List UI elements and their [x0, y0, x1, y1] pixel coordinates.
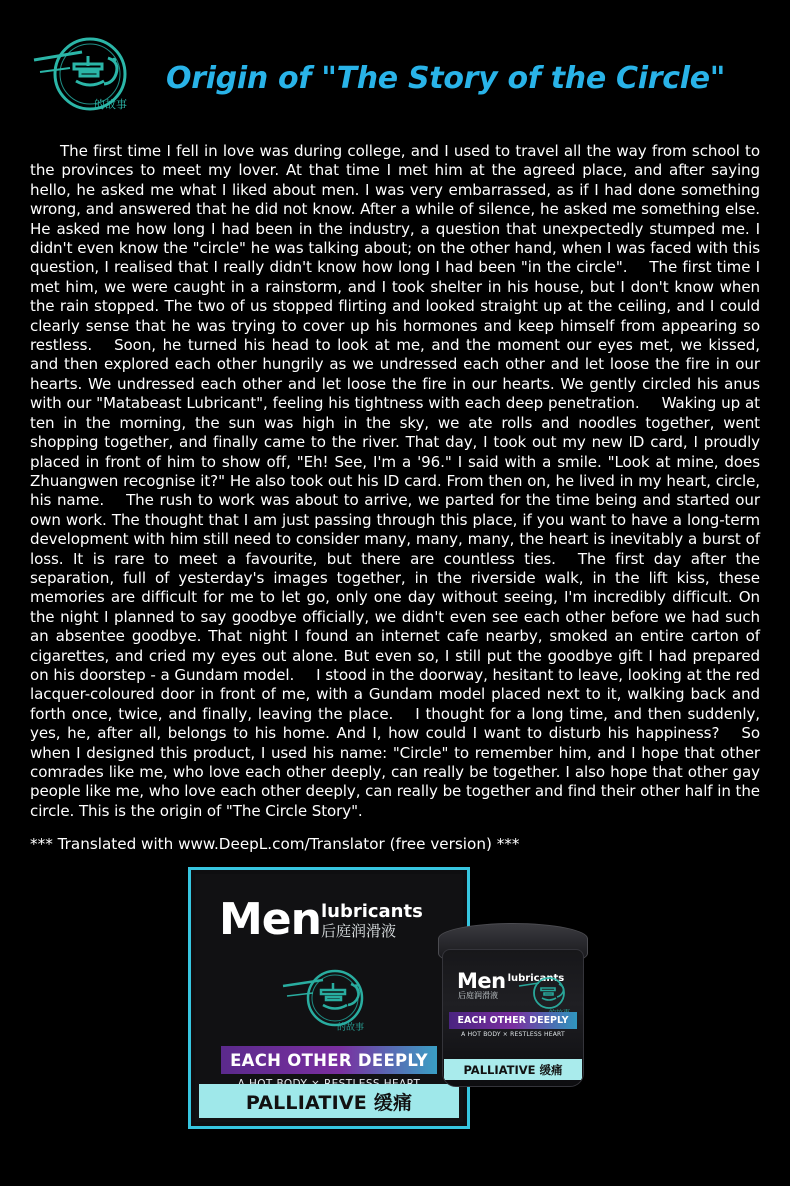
box-banner-text: EACH OTHER DEEPLY [230, 1050, 428, 1070]
product-photo [0, 867, 790, 1129]
paragraph: The rush to work was about to arrive, we parted for the time being and started our own work. The thought that I am just passing through this place, if you want to have a long-term development with him still need to consider many, many, many, the heart is inevitably a burst of loss. It is rare to meet a favourite, but there are countless ties. [30, 491, 760, 568]
box-footer-banner [199, 1084, 459, 1118]
jar-footer-banner [444, 1059, 582, 1080]
jar-brand-suffix: lubricants [507, 973, 565, 985]
jar-banner-text: EACH OTHER DEEPLY [457, 1015, 569, 1027]
jar-footer-text: PALLIATIVE 缓痛 [463, 1062, 563, 1077]
box-brand-suffix: lubricants [320, 901, 423, 923]
svg-text:的故事: 的故事 [337, 1023, 365, 1034]
paragraph: So when I designed this product, I used his name: "Circle" to remember him, and I hope that other comrades like me, who love each other deeply, can really be together. I also hope that other gay people like me, who love each other deeply, can really be together and find their other half in the circle. This is the origin of "The Circle Story". [30, 724, 760, 820]
circle-story-logo-icon [279, 966, 391, 1038]
jar-brand-cn: 后庭润滑液 [458, 991, 498, 1001]
page-header [0, 0, 790, 116]
paragraph: I stood in the doorway, hesitant to leave, looking at the red lacquer-coloured door in front of me, with a Gundam model placed next to it, walking back and forth once, twice, and finally, leaving the place. [30, 665, 760, 723]
paragraph: Waking up at ten in the morning, the sun was high in the sky, we ate rolls and noodles together, went shopping together, and finally came to the river. That day, I took out my new ID card, I proudly placed in front of him to show off, "Eh! See, I'm a '96." I said with a smile. "Look at mine, does Zhuangwen recognise it?" He also took out his ID card. From then on, he lived in my heart, circle, his name. [30, 394, 760, 510]
product-box [188, 867, 470, 1129]
product-box-face [195, 874, 463, 1122]
page-title: Origin of "The Story of the Circle" [166, 60, 726, 96]
jar-body [442, 949, 584, 1087]
product-jar [438, 923, 588, 1091]
jar-tagline: A HOT BODY × RESTLESS HEART [461, 1031, 565, 1039]
brand-logo [30, 34, 148, 116]
article-body [30, 142, 760, 821]
box-banner [221, 1046, 437, 1074]
paragraph: The first time I met him, we were caught in a rainstorm, and I took shelter in his house, but I don't know when the rain stopped. The two of us stopped flirting and looked straight up at the ceiling, and I could clearly sense that he was trying to cover up his hormones and keep himself from appearing so restless. [30, 258, 760, 355]
box-brand: Men [219, 894, 321, 946]
box-brand-cn: 后庭润滑液 [320, 922, 396, 941]
circle-story-logo-icon [30, 34, 148, 116]
paragraph: The first day after the separation, full of yesterday's images together, in the riverside walk, in the lift kiss, these memories are difficult for me to let go, only one day without seeing, I'm incredibly difficult. On the night I planned to say goodbye officially, we didn't even see each other before we had such an absentee goodbye. That night I found an internet cafe nearby, smoked an entire carton of cigarettes, and cried my eyes out alone. But even so, I still put the goodbye gift I had prepared on his doorstep - a Gundam model. [30, 549, 760, 684]
box-brand-lockup [219, 894, 423, 946]
box-logo [279, 966, 391, 1038]
jar-banner [449, 1012, 577, 1029]
box-footer-text: PALLIATIVE 缓痛 [245, 1091, 413, 1114]
paragraph: The first time I fell in love was during college, and I used to travel all the way from school to the provinces to meet my lover. At that time I met him at the agreed place, and after saying hello, he asked me what I liked about men. I was very embarrassed, as if I had done something wrong, and answered that he did not know. After a while of silence, he asked me something else. He asked me how long I had been in the industry, a question that unexpectedly stumped me. I didn't even know the "circle" he was talking about; on the other hand, when I was faced with this question, I realised that I really didn't know how long I had been "in the circle". [30, 142, 760, 277]
paragraph: I thought for a long time, and then suddenly, yes, he, after all, belongs to his home. And I, how could I want to disturb his happiness? [30, 704, 760, 743]
svg-text:的故事: 的故事 [94, 98, 127, 111]
jar-brand: Men [457, 969, 506, 994]
paragraph: Soon, he turned his head to look at me, and the moment our eyes met, we kissed, and then explored each other hungrily as we undressed each other and let loose the fire in our hearts. We undressed each other and let loose the fire in our hearts. We gently circled his anus with our "Matabeast Lubricant", feeling his tightness with each deep penetration. [30, 336, 760, 413]
translation-credit: *** Translated with www.DeepL.com/Translator (free version) *** [30, 835, 520, 854]
